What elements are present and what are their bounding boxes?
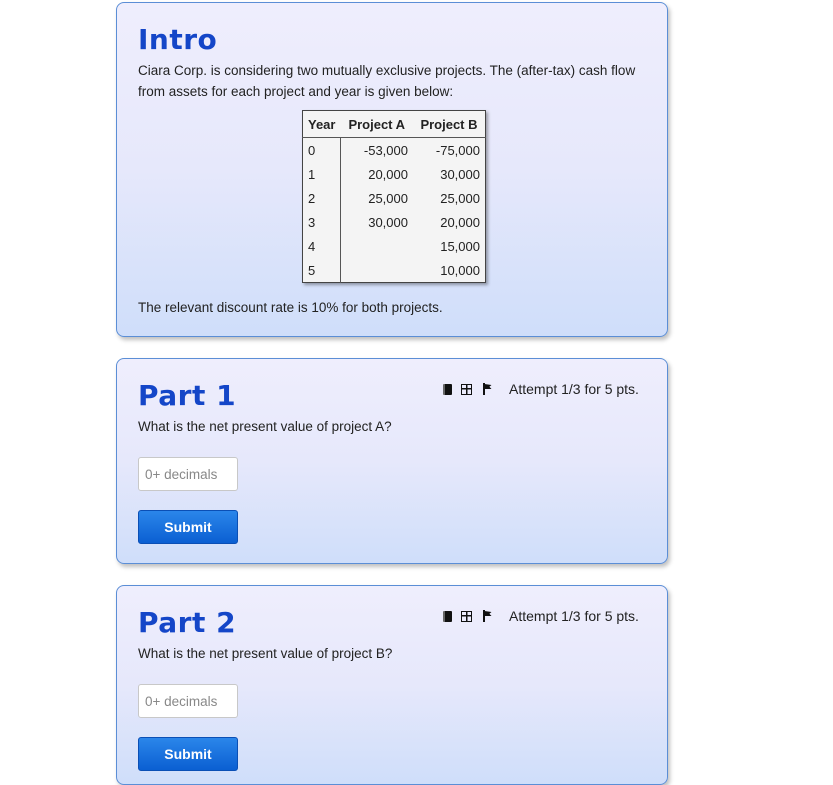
cell-year: 0: [303, 138, 341, 163]
column-header-year: Year: [303, 111, 341, 138]
answer-input[interactable]: [138, 684, 238, 718]
table-row: [303, 162, 486, 186]
discount-rate-note: The relevant discount rate is 10% for both projects.: [138, 300, 443, 315]
cell-project-a: [340, 258, 413, 283]
column-header-project-b: Project B: [413, 111, 486, 138]
cell-project-b: 15,000: [440, 238, 480, 254]
cell-project-b: 20,000: [440, 214, 480, 230]
cell-project-b: 10,000: [440, 262, 480, 278]
table-row: [303, 210, 486, 234]
book-icon[interactable]: [443, 611, 452, 622]
cell-project-b: -75,000: [435, 142, 480, 158]
cash-flow-table: [302, 110, 486, 283]
cell-project-a: 25,000: [368, 190, 408, 206]
intro-description: Ciara Corp. is considering two mutually exclusive projects. The (after-tax) cash flow from assets for each project and year is given below:: [138, 63, 636, 99]
cell-project-a: 20,000: [368, 166, 408, 182]
attempt-status: Attempt 1/3 for 5 pts.: [509, 381, 639, 397]
column-header-project-a: Project A: [340, 111, 413, 138]
cell-project-a: 30,000: [368, 214, 408, 230]
cell-year: 5: [303, 258, 341, 283]
attempt-status: Attempt 1/3 for 5 pts.: [509, 608, 639, 624]
film-icon[interactable]: [461, 384, 472, 395]
submit-button[interactable]: Submit: [138, 737, 238, 771]
cell-year: 3: [303, 210, 341, 234]
cell-project-b: 25,000: [440, 190, 480, 206]
film-icon[interactable]: [461, 611, 472, 622]
table-row: [303, 234, 486, 258]
answer-input[interactable]: [138, 457, 238, 491]
question-text: What is the net present value of project A?: [138, 419, 392, 434]
part-title: Part 2: [138, 606, 237, 639]
part-1-panel: [116, 358, 668, 564]
part-2-panel: [116, 585, 668, 785]
cell-year: 1: [303, 162, 341, 186]
part-toolbar: [443, 381, 639, 397]
submit-button[interactable]: Submit: [138, 510, 238, 544]
flag-icon[interactable]: [483, 610, 495, 622]
part-toolbar: [443, 608, 639, 624]
cell-year: 4: [303, 234, 341, 258]
cell-project-a: [340, 234, 413, 258]
cell-year: 2: [303, 186, 341, 210]
intro-title: Intro: [138, 23, 218, 56]
table-row: [303, 138, 486, 163]
part-title: Part 1: [138, 379, 237, 412]
intro-panel: [116, 2, 668, 337]
book-icon[interactable]: [443, 384, 452, 395]
cell-project-a: -53,000: [363, 142, 408, 158]
cell-project-b: 30,000: [440, 166, 480, 182]
flag-icon[interactable]: [483, 383, 495, 395]
question-text: What is the net present value of project B?: [138, 646, 393, 661]
table-header-row: [303, 111, 486, 138]
table-row: [303, 258, 486, 283]
table-row: [303, 186, 486, 210]
